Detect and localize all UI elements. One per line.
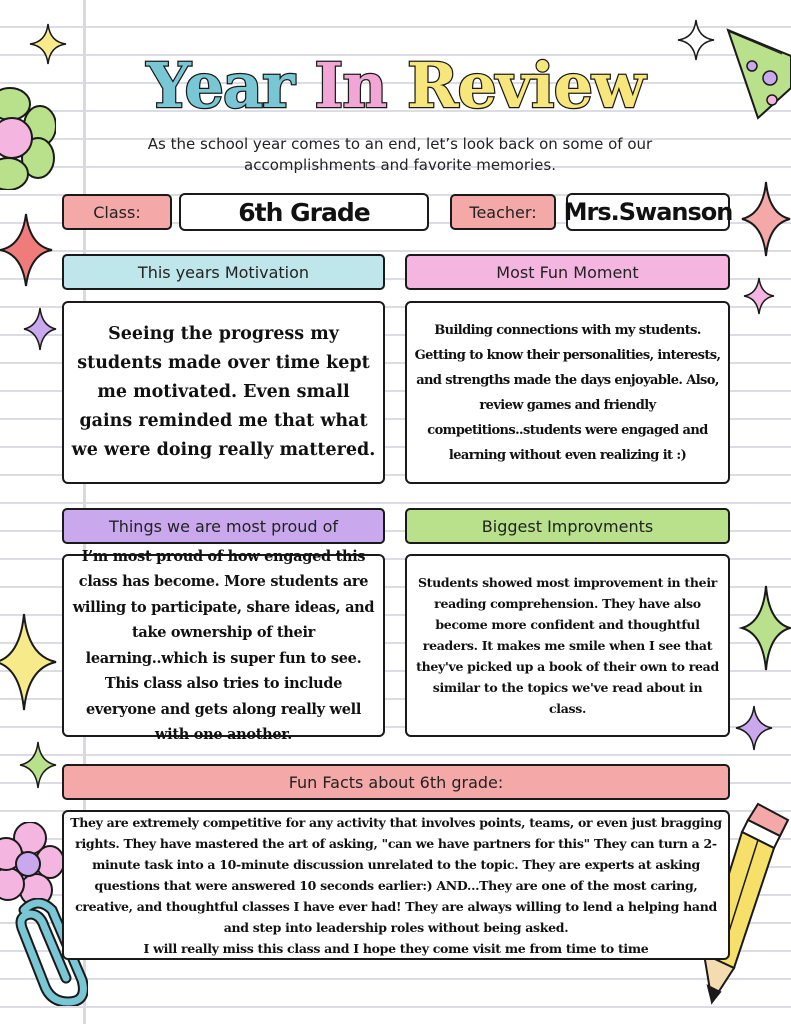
fun-facts-text: They are extremely competitive for any activity that involves points, teams, or even just bragging rights. They have mastered the art of asking, "can we have partners for this" They can turn a 2-minute task into a 10-minute discussion unrelated to the topic. They are experts at asking questions that were answered 10 seconds earlier:) AND...They are one of the most caring, creative, and thoughtful classes I have ever had! They are always willing to lend a helping hand and step into leadership roles without being asked.: [70, 814, 722, 935]
teacher-value: Mrs.Swanson: [566, 193, 730, 231]
fun-moment-text: Building connections with my students. Getting to know their personalities, interests, and strengths made the days enjoyable. Also, review games and friendly competitions..students were engaged and learning without even realizing it :): [414, 322, 721, 463]
sparkle-icon: [742, 276, 776, 316]
sparkle-icon: [0, 612, 58, 712]
intro-text: As the school year comes to an end, let’s look back on some of our accomplishments and favorite memories.: [147, 135, 653, 174]
fun-moment-heading: Most Fun Moment: [405, 254, 730, 290]
class-label: Class:: [62, 194, 172, 230]
motivation-card: [62, 301, 385, 484]
fun-facts-card: [62, 810, 730, 960]
sparkle-icon: [22, 306, 58, 352]
sparkle-icon: [734, 704, 774, 752]
fun-facts-heading: Fun Facts about 6th grade:: [62, 764, 730, 800]
sparkle-icon: [0, 212, 54, 288]
improvements-heading: Biggest Improvments: [405, 508, 730, 544]
proud-heading: Things we are most proud of: [62, 508, 385, 544]
sparkle-icon: [738, 180, 791, 258]
fun-moment-card: [405, 301, 730, 484]
proud-text: I’m most proud of how engaged this class has become. More students are willing to participate, share ideas, and take ownership of their learning..which is super fun to see. This class also tries to include everyone and gets along really well with one another.: [72, 547, 375, 743]
title-word-review: Review: [407, 49, 645, 122]
teacher-label: Teacher:: [450, 194, 556, 230]
proud-card: [62, 547, 385, 743]
class-value: 6th Grade: [179, 193, 429, 231]
motivation-heading: This years Motivation: [62, 254, 385, 290]
sparkle-icon: [738, 584, 791, 672]
improvements-text: Students showed most improvement in their reading comprehension. They have also become more confident and thoughtful readers. It makes me smile when I see that they've picked up a book of their own to read similar to the topics we've read about in class.: [416, 575, 719, 716]
page-title: [0, 46, 791, 126]
flower-icon: [0, 822, 64, 908]
title-word-year: Year: [146, 49, 294, 122]
fun-facts-closing: I will really miss this class and I hope they come visit me from time to time: [143, 940, 649, 956]
sparkle-icon: [18, 740, 58, 790]
improvements-card: [405, 554, 730, 737]
motivation-text: Seeing the progress my students made over time kept me motivated. Even small gains reminded me that what we were doing really mattered.: [71, 324, 376, 460]
title-word-in: In: [314, 49, 387, 122]
